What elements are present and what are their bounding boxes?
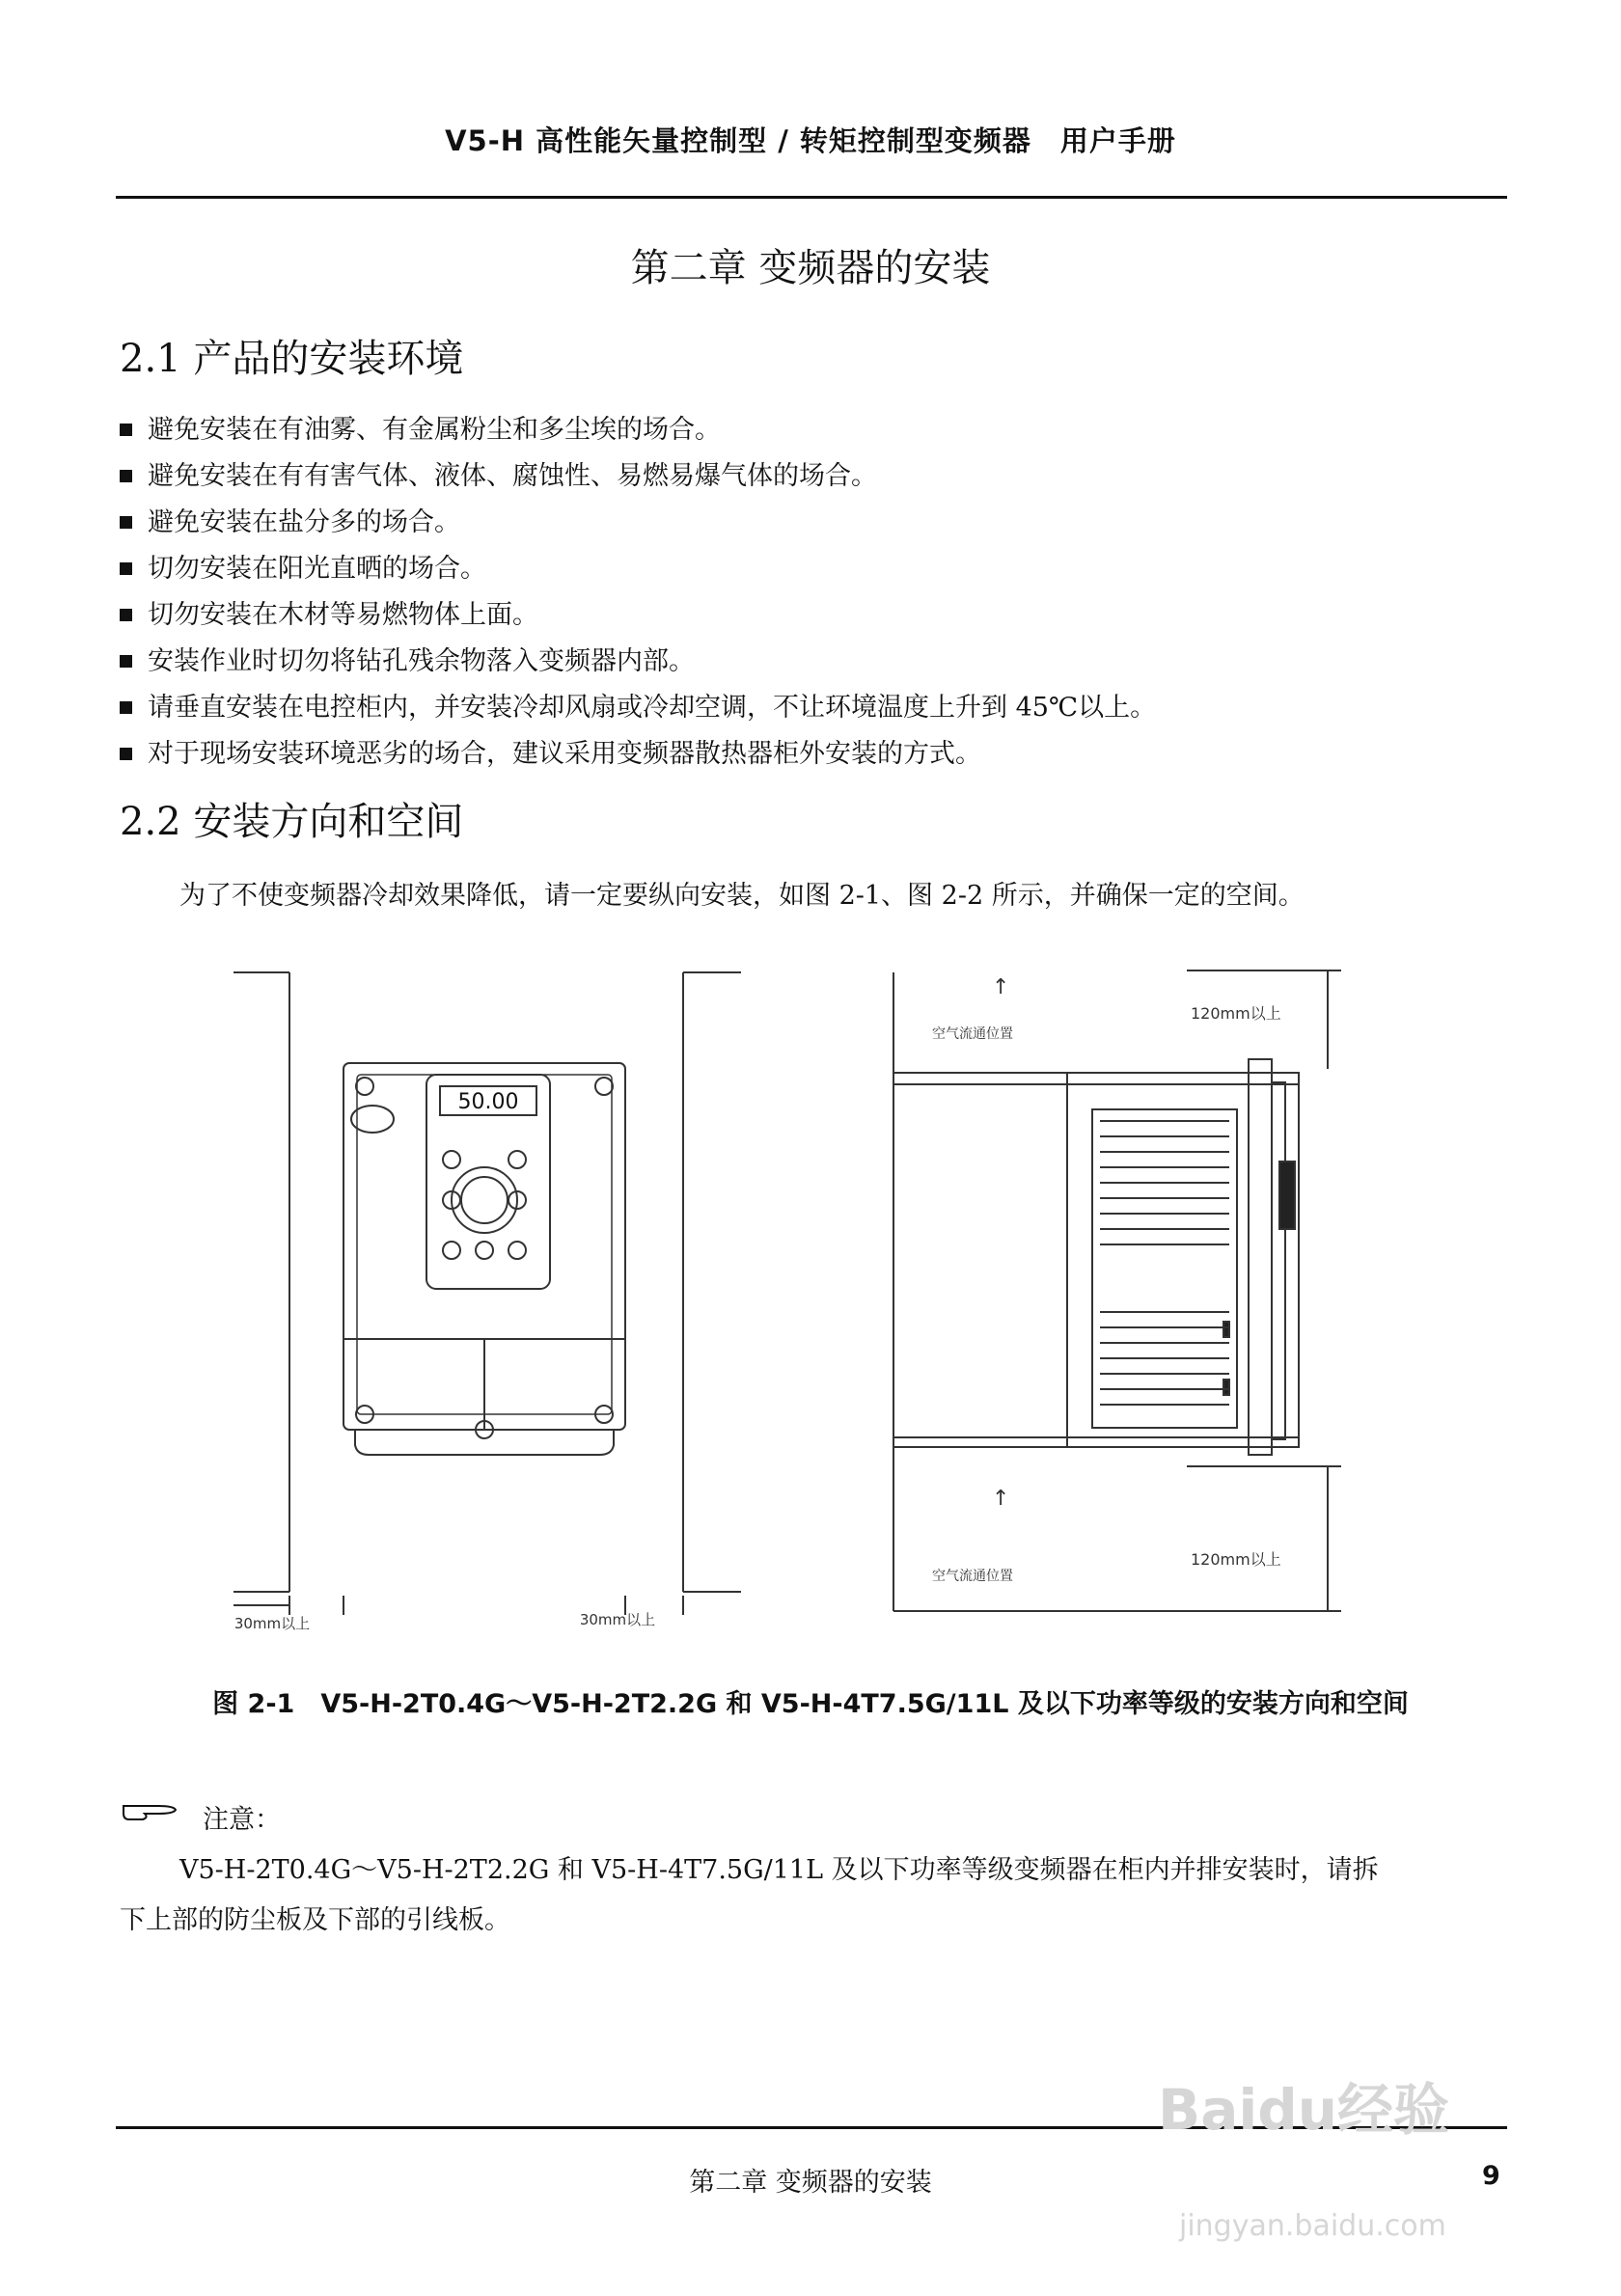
top-airflow-label: 空气流通位置 xyxy=(932,1026,1013,1042)
bullet-square-icon xyxy=(120,701,132,714)
list-item: 避免安装在盐分多的场合。 xyxy=(120,500,1156,546)
note-line-1: V5-H-2T0.4G～V5-H-2T2.2G 和 V5-H-4T7.5G/11L 及以下功率等级变频器在柜内并排安装时，请拆 xyxy=(179,1855,1379,1885)
bullet-square-icon xyxy=(120,655,132,668)
bullet-square-icon xyxy=(120,516,132,529)
display-value: 50.00 xyxy=(457,1090,519,1114)
drive-side-view xyxy=(893,970,1341,1611)
heatsink-vents xyxy=(1092,1109,1237,1428)
list-item: 切勿安装在阳光直晒的场合。 xyxy=(120,546,1156,592)
bullet-square-icon xyxy=(120,609,132,621)
page-number: 9 xyxy=(1482,2161,1500,2191)
keypad-button xyxy=(508,1151,526,1168)
top-airflow-arrow-icon: ↑ xyxy=(992,975,1010,999)
watermark-brand: Baidu经验 xyxy=(1158,2077,1450,2143)
list-item: 安装作业时切勿将钻孔残余物落入变频器内部。 xyxy=(120,639,1156,685)
right-clearance-label: 30mm以上 xyxy=(579,1611,656,1628)
left-wall xyxy=(234,972,289,1592)
bullet-square-icon xyxy=(120,748,132,760)
bullet-square-icon xyxy=(120,562,132,575)
keypad-button xyxy=(476,1242,493,1259)
watermark-url: jingyan.baidu.com xyxy=(1179,2209,1446,2243)
drive-front-view xyxy=(343,1063,625,1455)
left-clearance-label: 30mm以上 xyxy=(234,1615,311,1632)
footer-chapter: 第二章 变频器的安装 xyxy=(689,2168,932,2198)
note-label: 注意： xyxy=(203,1805,281,1835)
note-line-2: 下上部的防尘板及下部的引线板。 xyxy=(120,1905,510,1935)
list-item: 避免安装在有有害气体、液体、腐蚀性、易燃易爆气体的场合。 xyxy=(120,453,1156,500)
section-heading-2-2: 2.2 安装方向和空间 xyxy=(120,800,464,844)
list-item: 请垂直安装在电控柜内，并安装冷却风扇或冷却空调，不让环境温度上升到 45℃以上。 xyxy=(120,685,1156,731)
figure-caption: 图 2-1 V5-H-2T0.4G～V5-H-2T2.2G 和 V5-H-4T7.5G/11L 及以下功率等级的安装方向和空间 xyxy=(212,1689,1409,1719)
list-item: 对于现场安装环境恶劣的场合，建议采用变频器散热器柜外安装的方式。 xyxy=(120,731,1156,778)
bottom-airflow-label: 空气流通位置 xyxy=(932,1569,1013,1584)
keypad-button xyxy=(443,1151,460,1168)
section-2-2-intro: 为了不使变频器冷却效果降低，请一定要纵向安装，如图 2-1、图 2-2 所示，并确保一定的空间。 xyxy=(179,881,1305,911)
section-heading-2-1: 2.1 产品的安装环境 xyxy=(120,337,464,381)
bottom-clearance-label: 120mm以上 xyxy=(1191,1550,1281,1569)
running-header: V5-H 高性能矢量控制型 / 转矩控制型变频器 用户手册 xyxy=(445,124,1176,157)
bottom-airflow-arrow-icon: ↑ xyxy=(992,1487,1010,1511)
pointing-hand-icon xyxy=(120,1792,181,1825)
environment-bullet-list xyxy=(120,407,1156,778)
top-clearance-label: 120mm以上 xyxy=(1191,1004,1281,1023)
keypad-button xyxy=(443,1242,460,1259)
bullet-square-icon xyxy=(120,424,132,436)
installation-clearance-figure xyxy=(222,955,1370,1640)
list-item: 切勿安装在木材等易燃物体上面。 xyxy=(120,592,1156,639)
vent-slats xyxy=(1100,1121,1229,1405)
list-item: 避免安装在有油雾、有金属粉尘和多尘埃的场合。 xyxy=(120,407,1156,453)
bullet-square-icon xyxy=(120,470,132,482)
right-wall xyxy=(683,972,741,1592)
keypad-button xyxy=(508,1242,526,1259)
header-rule xyxy=(116,196,1507,199)
chapter-title: 第二章 变频器的安装 xyxy=(630,246,991,290)
